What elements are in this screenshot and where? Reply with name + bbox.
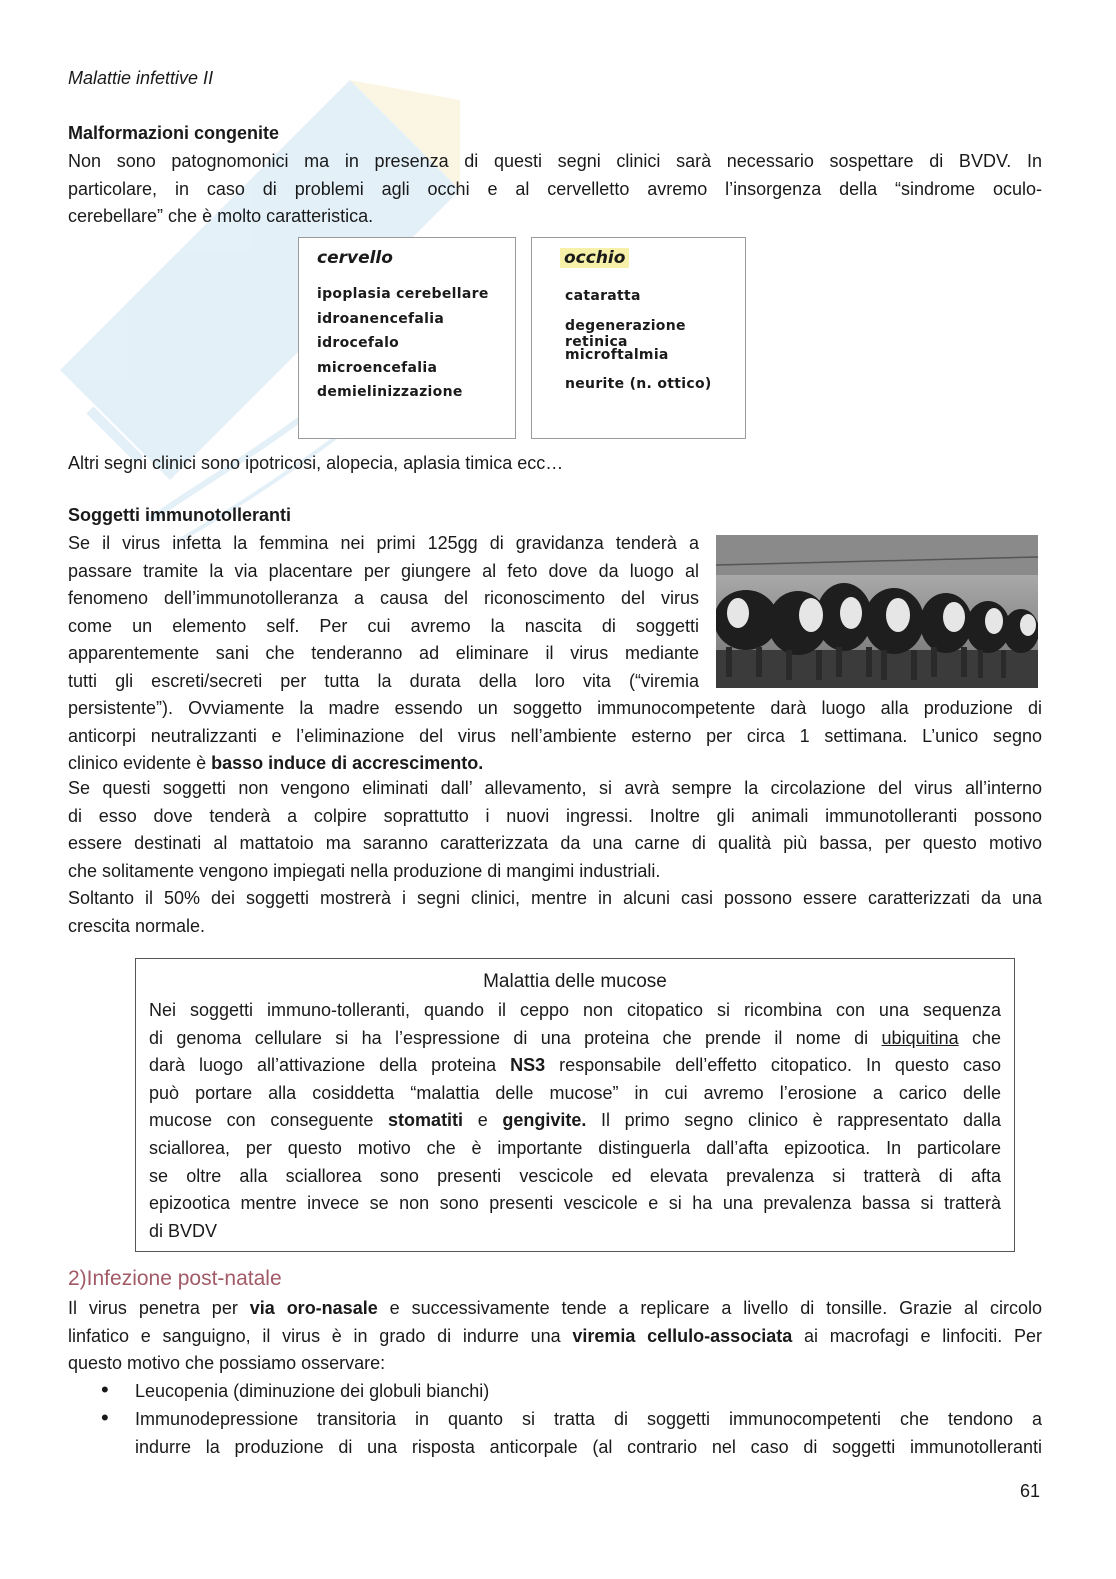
text-line: epizootica mentre invece se non sono presenti vescicole e si ha una prevalenza bassa si tratterà xyxy=(149,1193,1001,1214)
figure-item: idroanencefalia xyxy=(317,311,445,327)
text-line: di BVDV xyxy=(149,1220,218,1241)
text-line: Se questi soggetti non vengono eliminati dall’ allevamento, si avrà sempre la circolazione del virus all’interno xyxy=(68,778,1042,798)
figure-item: idrocefalo xyxy=(317,335,400,351)
figure-occhio-box xyxy=(531,237,746,439)
text-line: crescita normale. xyxy=(68,915,206,936)
text-line: linfatico e sanguigno, il virus è in grado di indurre una viremia cellulo-associata ai macrofagi e linfociti. Per xyxy=(68,1325,1043,1346)
heading-malformazioni: Malformazioni congenite xyxy=(68,123,280,143)
text-line: Soltanto il 50% dei soggetti mostrerà i segni clinici, mentre in alcuni casi possono essere caratterizzati da una xyxy=(68,888,1042,908)
paragraph-malformazioni xyxy=(68,148,1042,231)
text-line: questo motivo che possiamo osservare: xyxy=(68,1353,386,1374)
running-header: Malattie infettive II xyxy=(68,68,214,88)
text-line: clinico evidente è basso induce di accrescimento. xyxy=(68,753,484,774)
text-line: essere destinati al mattatoio ma saranno caratterizzata da una carne di qualità più bassa, per questo motivo xyxy=(68,833,1042,854)
text-line: può portare alla cosiddetta “malattia delle mucose” in cui avremo l’erosione a carico delle xyxy=(149,1082,1001,1103)
note-box-body xyxy=(149,997,1001,1245)
text-line: Se il virus infetta la femmina nei primi 125gg di gravidanza tenderà a xyxy=(68,533,699,553)
figure-occhio-title: occhio xyxy=(560,248,629,268)
text-line: di genoma cellulare si ha l’espressione di una proteina che prende il nome di ubiquitina che xyxy=(149,1027,1002,1048)
text-line: tutti gli escreti/secreti per tutta la durata della loro vita (“viremia xyxy=(68,670,699,691)
text-line: sciallorea, per questo motivo che è importante distinguerla dall’afta epizootica. In particolare xyxy=(149,1137,1001,1158)
text-line: di esso dove tenderà a colpire soprattutto i nuovi ingressi. Inoltre gli animali immunotolleranti possono xyxy=(68,805,1042,826)
figure-item: degenerazione retinica xyxy=(565,318,686,350)
page-number: 61 xyxy=(1019,1481,1040,1501)
figure-item: cataratta xyxy=(565,288,641,304)
text-line: Il virus penetra per via oro-nasale e successivamente tende a replicare a livello di tonsille. Grazie al circolo xyxy=(68,1298,1042,1318)
text-line: cerebellare” che è molto caratteristica. xyxy=(68,206,374,227)
paragraph-allevamento xyxy=(68,775,1042,885)
paragraph-post-natale xyxy=(68,1295,1042,1378)
text-line: se oltre alla sciallorea sono presenti vescicole ed elevata prevalenza si tratterà di afta xyxy=(149,1165,1001,1186)
bullet-icon: • xyxy=(101,1405,109,1430)
paragraph-50-percent xyxy=(68,885,1042,940)
text-line: persistente”). Ovviamente la madre essendo un soggetto immunocompetente darà luogo alla produzione di xyxy=(68,698,1042,718)
figure-item: microftalmia xyxy=(565,347,669,363)
cattle-photo xyxy=(716,535,1038,688)
text-line: che solitamente vengono impiegati nella produzione di mangimi industriali. xyxy=(68,860,661,881)
text-line: come un elemento self. Per cui avremo la nascita di soggetti xyxy=(68,615,699,636)
text-line: Immunodepressione transitoria in quanto si tratta di soggetti immunocompetenti che tendono a xyxy=(135,1409,1042,1429)
figure-cervello-title: cervello xyxy=(317,248,393,268)
text-line: Non sono patognomonici ma in presenza di questi segni clinici sarà necessario sospettare di BVDV. In xyxy=(68,151,1042,171)
heading-immunotolleranti: Soggetti immunotolleranti xyxy=(68,505,291,525)
figure-item: neurite (n. ottico) xyxy=(565,376,712,392)
other-signs-text: Altri segni clinici sono ipotricosi, alopecia, aplasia timica ecc… xyxy=(68,453,564,473)
text-line: Nei soggetti immuno-tolleranti, quando il ceppo non citopatico si ricombina con una sequenza xyxy=(149,1000,1001,1020)
figure-item: ipoplasia cerebellare xyxy=(317,286,489,302)
text-line: fenomeno dell’immunotolleranza a causa del riconoscimento del virus xyxy=(68,588,699,609)
text-line: apparentemente sani che tenderanno ad eliminare il virus mediante xyxy=(68,643,699,664)
figure-cervello-box xyxy=(298,237,516,439)
list-item xyxy=(135,1406,1042,1461)
paragraph-continued xyxy=(68,695,1042,778)
paragraph-wrap xyxy=(68,530,699,696)
list-item: Leucopenia (diminuzione dei globuli bianchi) xyxy=(135,1381,490,1401)
text-line: darà luogo all’attivazione della proteina NS3 responsabile dell’effetto citopatico. In questo caso xyxy=(149,1055,1001,1076)
text-line: particolare, in caso di problemi agli occhi e al cervelletto avremo l’insorgenza della “sindrome oculo- xyxy=(68,178,1042,199)
text-line: anticorpi neutralizzanti e l’eliminazione del virus nell’ambiente esterno per circa 1 settimana. L’unico segno xyxy=(68,725,1042,746)
note-box-malattia-mucose xyxy=(135,958,1015,1252)
text-line: mucose con conseguente stomatiti e gengivite. Il primo segno clinico è rappresentato dalla xyxy=(149,1110,1001,1131)
text-line: indurre la produzione di una risposta anticorpale (al contrario nel caso di soggetti immunotolleranti xyxy=(135,1436,1042,1457)
text-line: passare tramite la via placentare per giungere al feto dove da luogo al xyxy=(68,560,699,581)
figure-item: demielinizzazione xyxy=(317,384,463,400)
note-box-title: Malattia delle mucose xyxy=(483,971,667,992)
heading-infezione-post-natale: 2)Infezione post-natale xyxy=(68,1267,282,1290)
bullet-icon: • xyxy=(101,1377,109,1402)
figure-item: microencefalia xyxy=(317,360,438,376)
